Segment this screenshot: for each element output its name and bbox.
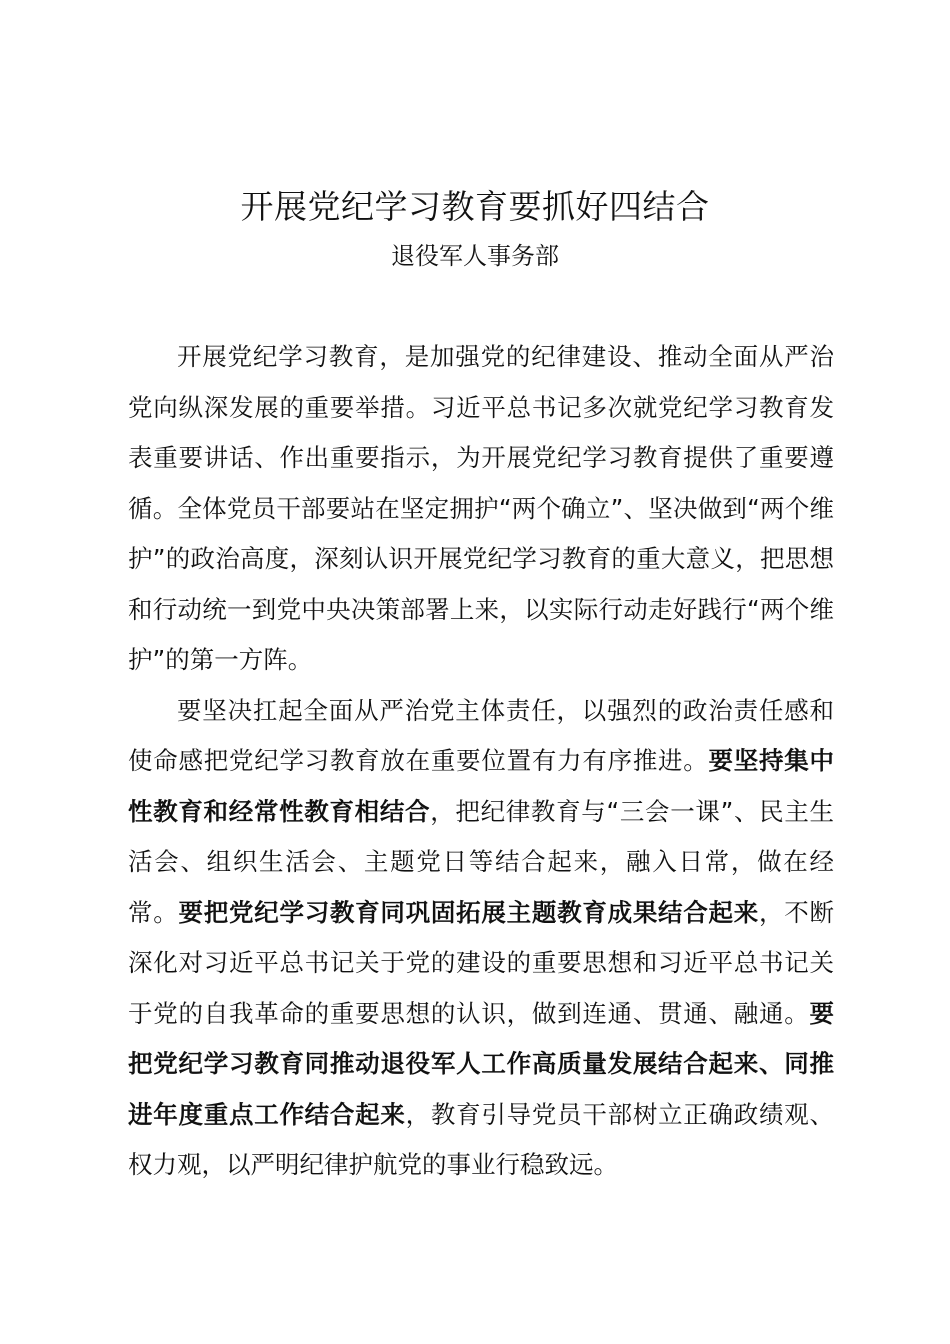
paragraph-2-text-3: ，不断深化对习近平总书记关于党的建设的重要思想和习近平总书记关于党的自我革命的重要思想的认识，做到连通、贯通、融通。 <box>128 897 835 1028</box>
document-body <box>128 332 834 1191</box>
paragraph-2-text-2: ，把纪律教育与“三会一课”、民主生活会、组织生活会、主题党日等结合起来，融入日常，做在经常。 <box>128 796 835 927</box>
paragraph-2-emphasis-1: 要坚持集中性教育和经常性教育相结合 <box>128 746 835 826</box>
paragraph-2-text-4: ，教育引导党员干部树立正确政绩观、权力观，以严明纪律护航党的事业行稳致远。 <box>128 1099 835 1179</box>
paragraph-2-emphasis-3: 要把党纪学习教育同推动退役军人工作高质量发展结合起来、同推进年度重点工作结合起来 <box>128 998 834 1129</box>
paragraph-2 <box>128 686 834 1191</box>
paragraph-2-text-1: 要坚决扛起全面从严治党主体责任，以强烈的政治责任感和使命感把党纪学习教育放在重要位置有力有序推进。 <box>128 695 834 775</box>
paragraph-2-emphasis-2: 要把党纪学习教育同巩固拓展主题教育成果结合起来 <box>178 897 760 927</box>
document-author: 退役军人事务部 <box>391 242 559 270</box>
document-title: 开展党纪学习教育要抓好四结合 <box>240 187 710 226</box>
paragraph-1: 开展党纪学习教育，是加强党的纪律建设、推动全面从严治党向纵深发展的重要举措。习近平总书记多次就党纪学习教育发表重要讲话、作出重要指示，为开展党纪学习教育提供了重要遵循。全体党员干部要站在坚定拥护“两个确立”、坚决做到“两个维护”的政治高度，深刻认识开展党纪学习教育的重大意义，把思想和行动统一到党中央决策部署上来，以实际行动走好践行“两个维护”的第一方阵。 <box>128 342 834 674</box>
